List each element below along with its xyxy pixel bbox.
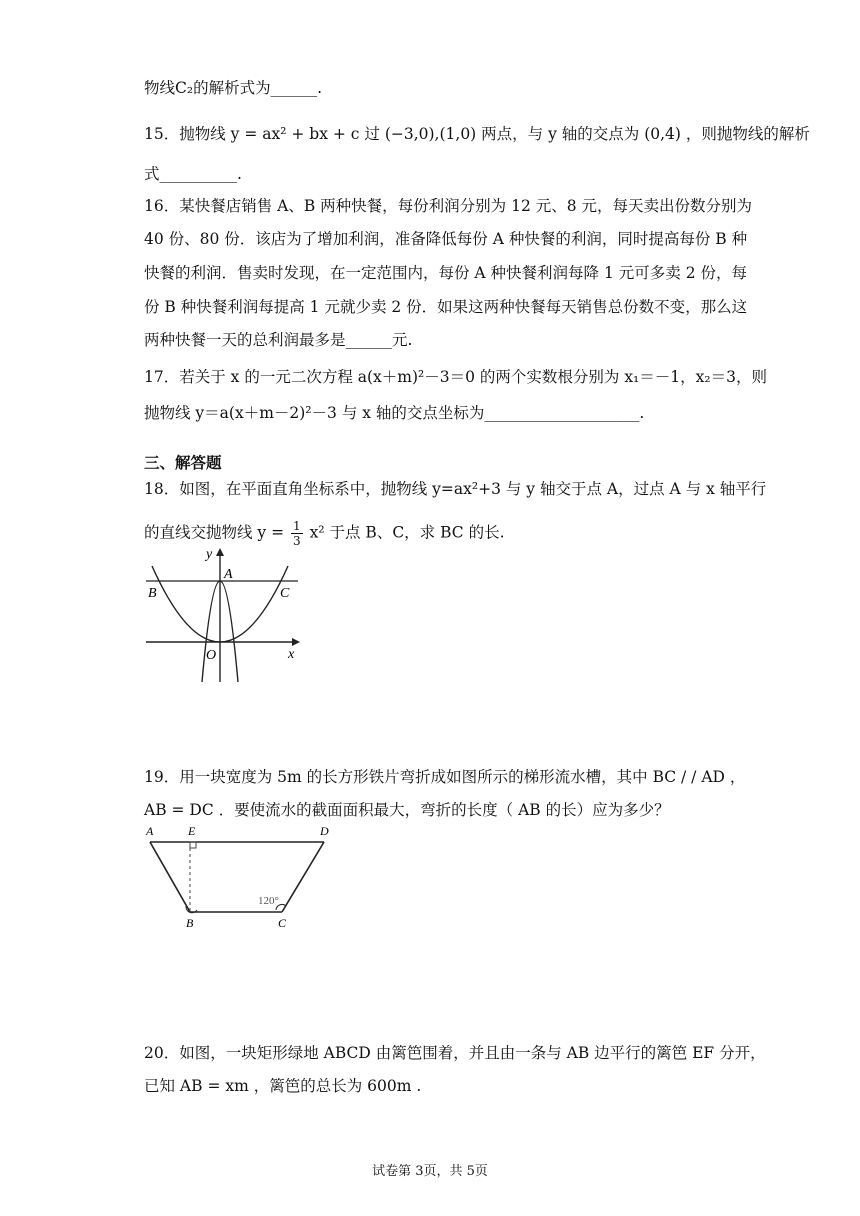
q18-line2-a: 的直线交抛物线 y = bbox=[144, 523, 285, 542]
q16-line5: 两种快餐一天的总利润最多是______元. bbox=[144, 331, 413, 349]
label-a: A bbox=[146, 824, 154, 838]
label-e: E bbox=[188, 824, 196, 838]
q19-line2: AB = DC ．要使流水的截面面积最大，弯折的长度（ AB 的长）应为多少？ bbox=[144, 801, 670, 819]
q20-line2: 已知 AB = xm ，篱笆的总长为 600m . bbox=[144, 1077, 422, 1095]
label-a: A bbox=[224, 567, 233, 582]
q19-trapezoid-figure bbox=[142, 820, 342, 930]
label-c: C bbox=[280, 586, 290, 601]
label-o: O bbox=[206, 648, 217, 663]
q17-line2: 抛物线 y＝a(x＋m－2)²－3 与 x 轴的交点坐标为____________________. bbox=[144, 404, 645, 422]
x-axis-arrow-icon bbox=[292, 638, 300, 646]
label-c: C bbox=[278, 916, 287, 930]
q18-line2-b: x² 于点 B、C，求 BC 的长. bbox=[309, 523, 505, 542]
section-heading: 三、解答题 bbox=[144, 453, 222, 472]
label-y: y bbox=[206, 547, 213, 562]
right-angle-mark bbox=[190, 842, 196, 848]
q16-line2: 40 份、80 份．该店为了增加利润，准备降低每份 A 种快餐的利润，同时提高每份 B 种 bbox=[144, 230, 748, 248]
q15-line2: 式__________. bbox=[144, 165, 242, 183]
q14-tail: 物线C₂的解析式为______. bbox=[144, 79, 323, 97]
q16-line1: 16．某快餐店销售 A、B 两种快餐，每份利润分别为 12 元、8 元，每天卖出份数分别为 bbox=[144, 197, 753, 215]
q20-line1: 20．如图，一块矩形绿地 ABCD 由篱笆围着，并且由一条与 AB 边平行的篱笆 EF 分开， bbox=[144, 1044, 766, 1062]
edge-ab bbox=[150, 842, 190, 912]
q16-line4: 份 B 种快餐利润每提高 1 元就少卖 2 份．如果这两种快餐每天销售总份数不变，那么这 bbox=[144, 298, 748, 316]
edge-cd bbox=[282, 842, 324, 912]
q15-line1: 15．抛物线 y = ax² + bx + c 过 (−3,0),(1,0) 两点，与 y 轴的交点为 (0,4) ，则抛物线的解析 bbox=[144, 125, 810, 143]
q19-line1: 19．用一块宽度为 5m 的长方形铁片弯折成如图所示的梯形流水槽，其中 BC / / AD ， bbox=[144, 768, 746, 786]
q18-line1: 18．如图，在平面直角坐标系中，抛物线 y=ax²+3 与 y 轴交于点 A，过点 A 与 x 轴平行 bbox=[144, 480, 767, 498]
fraction-numerator: 1 bbox=[293, 519, 301, 533]
page-footer: 试卷第 3页，共 5页 bbox=[372, 1164, 488, 1179]
label-x: x bbox=[288, 647, 295, 662]
q17-line1: 17．若关于 x 的一元二次方程 a(x＋m)²－3＝0 的两个实数根分别为 x₁＝－1，x₂＝3，则 bbox=[144, 368, 767, 386]
label-d: D bbox=[320, 824, 329, 838]
fraction-denominator: 3 bbox=[293, 534, 301, 548]
label-b: B bbox=[148, 586, 157, 601]
q18-parabola-figure bbox=[142, 544, 312, 684]
angle-label: 120° bbox=[258, 895, 279, 907]
y-axis-arrow-icon bbox=[216, 548, 224, 556]
q16-line3: 快餐的利润．售卖时发现，在一定范围内，每份 A 种快餐利润每降 1 元可多卖 2 份，每 bbox=[144, 264, 747, 282]
label-b: B bbox=[186, 916, 194, 930]
